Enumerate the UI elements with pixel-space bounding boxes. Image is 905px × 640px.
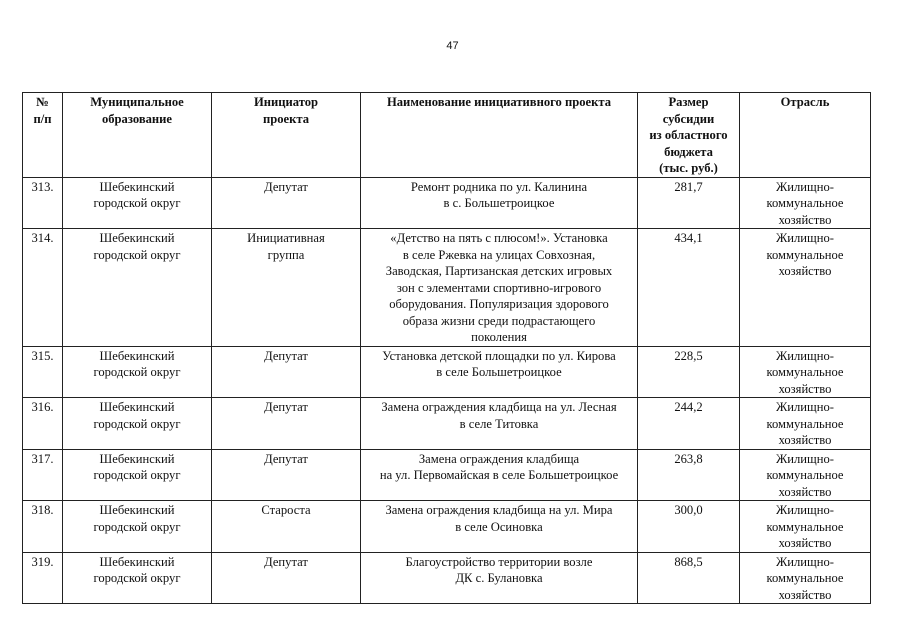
row-number: 313. — [23, 177, 63, 229]
subsidy-table — [22, 92, 871, 604]
row-number: 318. — [23, 501, 63, 553]
table-row — [23, 501, 871, 553]
row-industry: Жилищно- коммунальное хозяйство — [740, 398, 871, 450]
row-initiator: Инициативная группа — [212, 229, 361, 347]
row-subsidy: 300,0 — [638, 501, 740, 553]
row-number: 314. — [23, 229, 63, 347]
table-header-row — [23, 93, 871, 178]
table-row — [23, 552, 871, 604]
page-number: 47 — [446, 40, 459, 52]
row-municipality: Шебекинский городской округ — [63, 177, 212, 229]
table-row — [23, 398, 871, 450]
header-industry: Отрасль — [740, 93, 871, 178]
header-municipality: Муниципальное образование — [63, 93, 212, 178]
row-subsidy: 868,5 — [638, 552, 740, 604]
row-initiator: Депутат — [212, 552, 361, 604]
row-municipality: Шебекинский городской округ — [63, 552, 212, 604]
header-num: № п/п — [23, 93, 63, 178]
row-municipality: Шебекинский городской округ — [63, 346, 212, 398]
table-row — [23, 449, 871, 501]
row-municipality: Шебекинский городской округ — [63, 501, 212, 553]
row-industry: Жилищно- коммунальное хозяйство — [740, 177, 871, 229]
row-project: Благоустройство территории возле ДК с. Булановка — [361, 552, 638, 604]
row-subsidy: 263,8 — [638, 449, 740, 501]
row-project: Установка детской площадки по ул. Кирова в селе Большетроицкое — [361, 346, 638, 398]
row-number: 316. — [23, 398, 63, 450]
row-subsidy: 434,1 — [638, 229, 740, 347]
row-initiator: Депутат — [212, 398, 361, 450]
row-subsidy: 228,5 — [638, 346, 740, 398]
row-project: Замена ограждения кладбища на ул. Первомайская в селе Большетроицкое — [361, 449, 638, 501]
table-row — [23, 177, 871, 229]
row-project: Ремонт родника по ул. Калинина в с. Большетроицкое — [361, 177, 638, 229]
row-industry: Жилищно- коммунальное хозяйство — [740, 552, 871, 604]
row-industry: Жилищно- коммунальное хозяйство — [740, 229, 871, 347]
row-municipality: Шебекинский городской округ — [63, 229, 212, 347]
table-row — [23, 346, 871, 398]
header-initiator: Инициатор проекта — [212, 93, 361, 178]
row-industry: Жилищно- коммунальное хозяйство — [740, 449, 871, 501]
row-initiator: Депутат — [212, 346, 361, 398]
row-industry: Жилищно- коммунальное хозяйство — [740, 501, 871, 553]
table-row — [23, 229, 871, 347]
row-project: Замена ограждения кладбища на ул. Мира в селе Осиновка — [361, 501, 638, 553]
row-project: «Детство на пять с плюсом!». Установка в селе Ржевка на улицах Совхозная, Заводская, Партизанская детских игровых зон с элементами спортивно-игрового оборудования. Популяризация здорового образа жизни среди подрастающего поколения — [361, 229, 638, 347]
row-subsidy: 244,2 — [638, 398, 740, 450]
row-initiator: Староста — [212, 501, 361, 553]
header-subsidy: Размер субсидии из областного бюджета (тыс. руб.) — [638, 93, 740, 178]
row-subsidy: 281,7 — [638, 177, 740, 229]
row-number: 317. — [23, 449, 63, 501]
row-initiator: Депутат — [212, 449, 361, 501]
row-municipality: Шебекинский городской округ — [63, 398, 212, 450]
row-project: Замена ограждения кладбища на ул. Лесная в селе Титовка — [361, 398, 638, 450]
row-municipality: Шебекинский городской округ — [63, 449, 212, 501]
row-number: 315. — [23, 346, 63, 398]
row-number: 319. — [23, 552, 63, 604]
row-industry: Жилищно- коммунальное хозяйство — [740, 346, 871, 398]
row-initiator: Депутат — [212, 177, 361, 229]
header-project: Наименование инициативного проекта — [361, 93, 638, 178]
